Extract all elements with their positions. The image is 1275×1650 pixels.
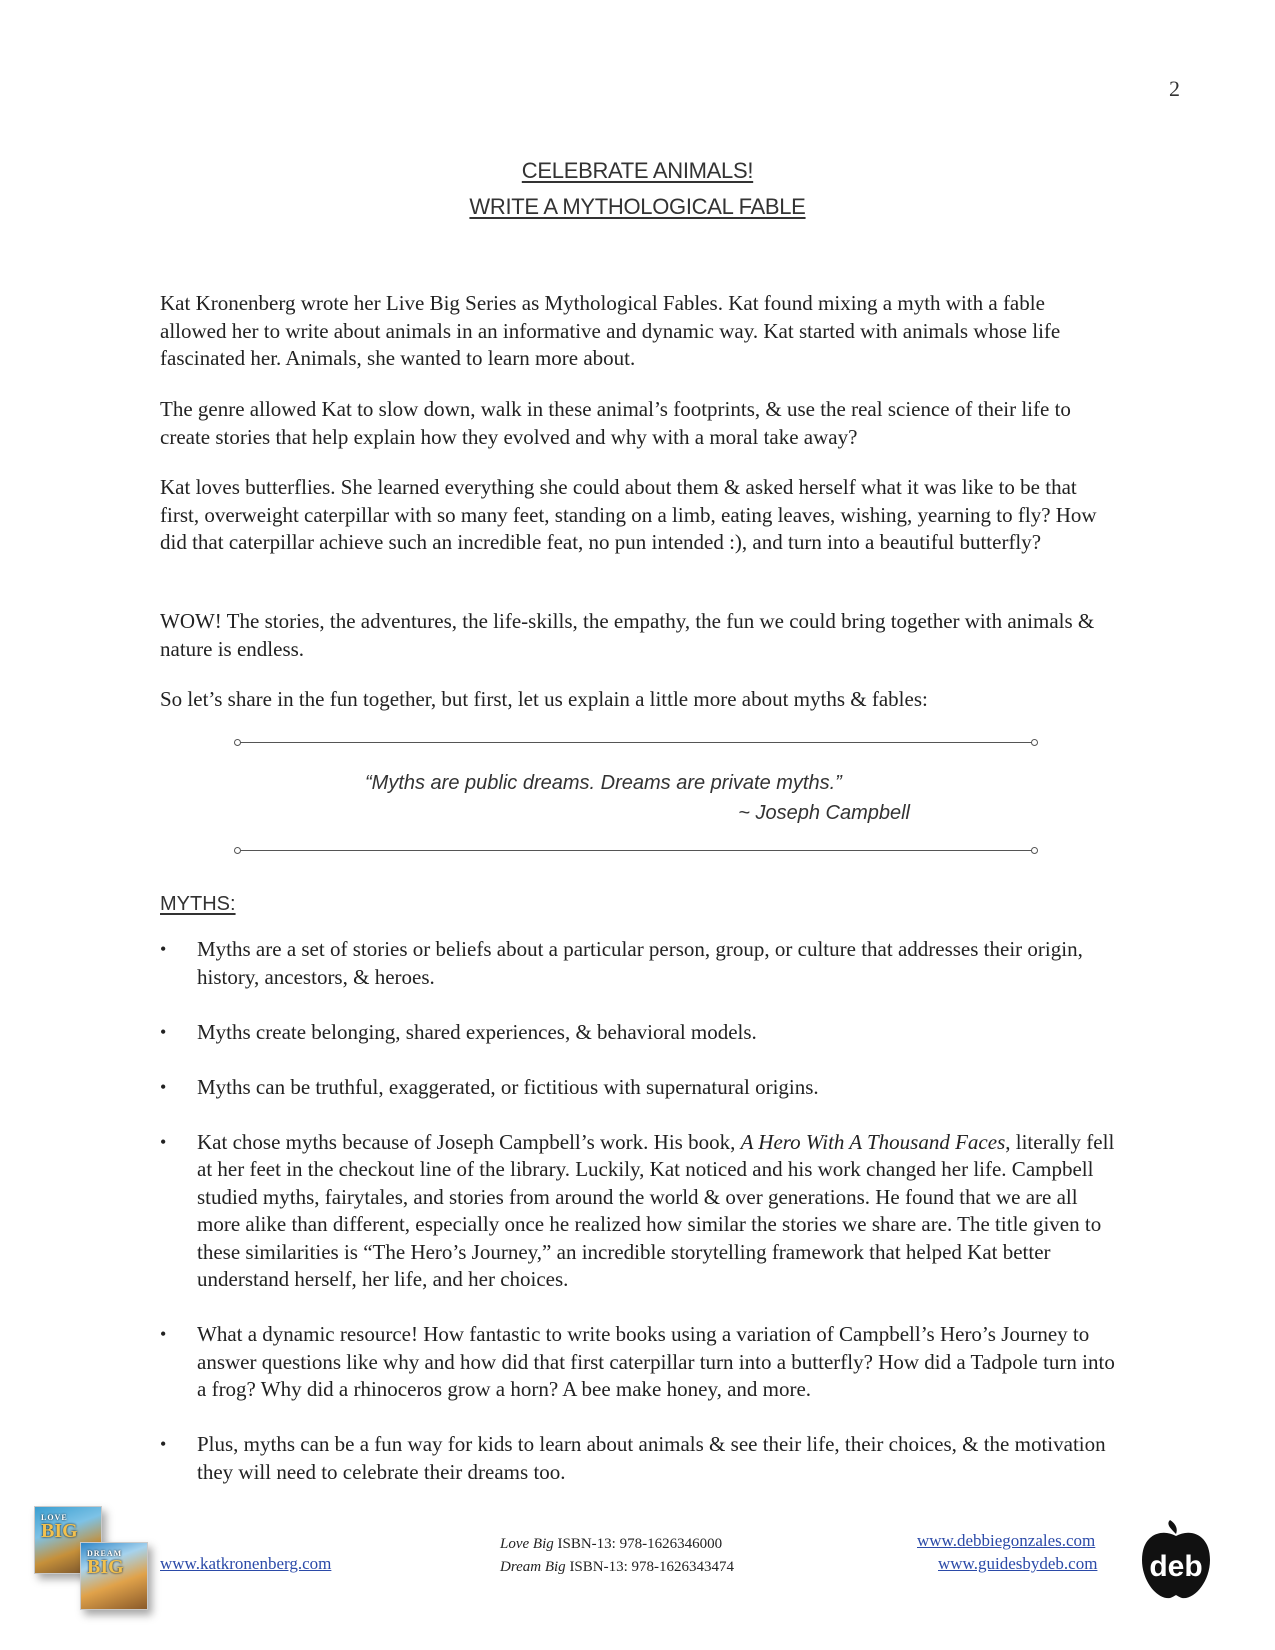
isbn-number: ISBN-13: 978-1626346000 — [557, 1536, 723, 1552]
bullet-text: What a dynamic resource! How fantastic to write books using a variation of Campbell’s Hero’s Journey to answer questions like why and how did that first caterpillar turn into a butterfly? How did a Tadpole turn into a frog? Why did a rhinoceros grow a horn? A bee make honey, and more. — [197, 1322, 1115, 1401]
book-cover-small-text: DREAM — [87, 1549, 123, 1558]
logo-text: deb — [1149, 1550, 1203, 1583]
dream-big-book-cover — [80, 1542, 148, 1610]
bullet-text: Plus, myths can be a fun way for kids to learn about animals & see their life, their choices, & the motivation they will need to celebrate their dreams too. — [197, 1432, 1106, 1484]
title-line-1: CELEBRATE ANIMALS! — [521, 158, 754, 183]
share-paragraph: So let’s share in the fun together, but first, let us explain a little more about myths & fables: — [160, 687, 928, 711]
list-item — [160, 936, 1120, 991]
guidesbydeb-link[interactable]: www.guidesbydeb.com — [938, 1554, 1098, 1573]
bullet-icon: • — [160, 1131, 167, 1152]
list-item — [160, 1431, 1120, 1486]
bullet-text: Myths can be truthful, exaggerated, or fictitious with supernatural origins. — [197, 1074, 819, 1099]
katkronenberg-link[interactable]: www.katkronenberg.com — [160, 1554, 332, 1573]
isbn-number: ISBN-13: 978-1626343474 — [569, 1559, 735, 1575]
isbn-line-dream-big — [500, 1559, 800, 1576]
quote-author: ~ Joseph Campbell — [738, 802, 910, 824]
page-title — [0, 153, 1275, 225]
myths-list — [160, 936, 1120, 1514]
page-number: 2 — [1169, 76, 1180, 101]
bullet-icon: • — [160, 1434, 167, 1454]
book-cover-big-text: BIG — [87, 1556, 124, 1578]
book-covers-image — [22, 1502, 152, 1617]
bullet-text: Myths create belonging, shared experiences, & behavioral models. — [197, 1019, 757, 1044]
book-cover-big-text: BIG — [41, 1520, 78, 1542]
wow-paragraph: WOW! The stories, the adventures, the life-skills, the empathy, the fun we could bring together with animals & nature is endless. — [160, 609, 1095, 661]
list-item — [160, 1129, 1120, 1294]
debbiegonzales-link[interactable]: www.debbiegonzales.com — [917, 1531, 1096, 1550]
quote-top-divider — [240, 742, 1032, 743]
bullet-icon: • — [160, 939, 167, 959]
bullet-text-before: Kat chose myths because of Joseph Campbell’s work. His book, — [197, 1129, 741, 1154]
butterflies-paragraph: Kat loves butterflies. She learned everything she could about them & asked herself what it was like to be that first, overweight caterpillar with so many feet, standing on a limb, eating leaves, wishing, yearning to fly? How did that caterpillar achieve such an incredible feat, no pun intended :), and turn into a beautiful butterfly? — [160, 475, 1097, 554]
isbn-line-love-big — [500, 1536, 800, 1553]
bullet-text: Myths are a set of stories or beliefs about a particular person, group, or culture that addresses their origin, history, ancestors, & heroes. — [197, 937, 1083, 989]
genre-paragraph: The genre allowed Kat to slow down, walk in these animal’s footprints, & use the real science of their life to create stories that help explain how they evolved and why with a moral take away? — [160, 397, 1071, 449]
book-cover-small-text: LOVE — [41, 1513, 68, 1522]
isbn-book-title: Love Big — [500, 1536, 554, 1552]
intro-paragraph: Kat Kronenberg wrote her Live Big Series as Mythological Fables. Kat found mixing a myth with a fable allowed her to write about animals in an informative and dynamic way. Kat started with animals whose life fascinated her. Animals, she wanted to learn more about. — [160, 291, 1061, 370]
deb-apple-logo — [1140, 1520, 1212, 1600]
isbn-book-title: Dream Big — [500, 1559, 566, 1575]
list-item — [160, 1074, 1120, 1102]
bullet-icon: • — [160, 1021, 167, 1042]
book-title: A Hero With A Thousand Faces — [740, 1129, 1006, 1154]
quote-text: “Myths are public dreams. Dreams are private myths.” — [365, 772, 842, 794]
list-item — [160, 1321, 1120, 1404]
bullet-icon: • — [160, 1076, 167, 1097]
myths-heading: MYTHS: — [160, 893, 236, 915]
quote-bottom-divider — [240, 850, 1032, 851]
title-line-2: WRITE A MYTHOLOGICAL FABLE — [469, 194, 806, 219]
bullet-icon: • — [160, 1324, 167, 1344]
bullet-text-after: , literally fell at her feet in the checkout line of the library. Luckily, Kat noticed and his work changed her life. Campbell studied myths, fairytales, and stories from around the world & over generations. He found that we are all more alike than different, especially once he realized how similar the stories we share are. The title given to these similarities is “The Hero’s Journey,” an incredible storytelling framework that helped Kat better understand herself, her life, and her choices. — [197, 1129, 1115, 1291]
list-item — [160, 1019, 1120, 1047]
